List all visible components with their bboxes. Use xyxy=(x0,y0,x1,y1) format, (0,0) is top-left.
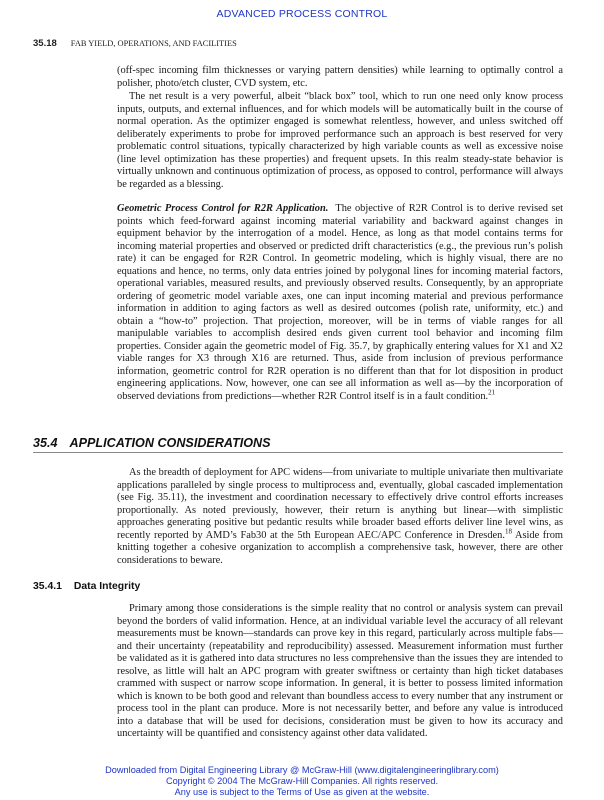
page-number: 35.18 xyxy=(33,38,57,49)
running-head xyxy=(33,38,573,49)
footer-terms[interactable]: Any use is subject to the Terms of Use as given at the website. xyxy=(174,787,430,797)
paragraph-application-considerations xyxy=(117,467,563,567)
paragraph-continuation: (off-spec incoming film thicknesses or varying pattern densities) while learning to optimally control a polisher, photo/etch cluster, CVD system, etc. xyxy=(117,65,563,89)
paragraph-apc-body-end: Aside from knitting together a cohesive organization to accomplish a comprehensive task, however, there are other considerations to beware. xyxy=(117,529,564,566)
subsection-heading xyxy=(33,581,140,592)
subsection-number: 35.4.1 xyxy=(33,581,62,592)
paragraph-apc-body: As the breadth of deployment for APC widens—from univariate to multiple univariate then multivariate applications paralleled by single process to multiprocess and, eventually, global cascaded implementation (see Fig. 35.11), the investment and coordination necessary to effectively drive control efforts increases proportionally. As noted previously, however, their return is anything but linear—with simplistic approaches generating positive but pedantic results while broader based efforts deliver line level wins, as recently reported by AMD’s Fab30 at the 5th European AEC/APC Conference in Dresden. xyxy=(117,467,563,541)
chapter-title: FAB YIELD, OPERATIONS, AND FACILITIES xyxy=(70,39,237,48)
footer-copyright: Copyright © 2004 The McGraw-Hill Companies. All rights reserved. xyxy=(165,776,439,786)
section-title: APPLICATION CONSIDERATIONS xyxy=(69,436,271,450)
reference-21: 21 xyxy=(488,388,496,397)
subsection-title: Data Integrity xyxy=(73,581,141,592)
paragraph-black-box: The net result is a very powerful, albeit “black box” tool, which to run one need only know process inputs, outputs, and external influences, and for which models will be automatically built in the course of normal operation. As the optimizer engaged is somewhat relentless, however, and unless switched off deliberately experiments to probe for improved performance such an approach is best reserved for very problematic control situations, typically characterized by high variable counts as well as excessive noise (line level optimization has these properties) and frequent upsets. In this realm steady-state behavior is virtually unknown and continuous optimization of process, as opposed to control, performance will always be regarded as a blessing. xyxy=(117,91,563,190)
section-divider xyxy=(33,452,563,453)
footer-download-link[interactable]: Downloaded from Digital Engineering Library @ McGraw-Hill (www.digitalengineeringlibrary.com) xyxy=(105,765,499,775)
runin-heading: Geometric Process Control for R2R Application. xyxy=(117,203,329,214)
top-banner: ADVANCED PROCESS CONTROL xyxy=(216,8,388,20)
section-heading xyxy=(33,436,573,450)
section-number: 35.4 xyxy=(33,436,58,450)
reference-18: 18 xyxy=(504,527,512,536)
paragraph-geometric-body: The objective of R2R Control is to derive revised set points which feed-forward against incoming material variability and backward against changes in equipment behavior by the interrogation of a model. Hence, as long as that model contains terms for incoming material properties and observed or predicted drift characteristics (e.g., the previous run’s polish rate) it can be engaged for R2R Control. In geometric modeling, which is highly visual, there are no equations and hence, no terms, only data entries joined by polygonal lines for incoming material factors, operational variables, measured results, and previously observed results. Consequently, by an appropriate ordering of geometric model variable axes, one can input incoming material and previous performance information in addition to aging factors as well as desired outcomes (polish rate, uniformity, etc.) and obtain a “how-to” projection. That projection, moreover, will be in terms of viable ranges for all manipulable variables to accomplish desired ends given current tool behavior and incoming film properties. Consider again the geometric model of Fig. 35.7, by graphically entering values for X1 and X2 viable ranges for X3 through X16 are returned. Thus, aside from inclusion of previous performance information, geometric control for R2R operation is no different than that for lot disposition in product engineering applications. Now, however, one can see all information as well as—by the incorporation of observed deviations from predictions—whether R2R Control itself is in a fault condition. xyxy=(117,203,564,402)
paragraph-data-integrity: Primary among those considerations is the simple reality that no control or analysis system can prevail beyond the borders of valid information. Hence, at an individual variable level the accuracy of all relevant measurements must be known—standards can prove key in this regard, particularly across multiple fabs—and their uncertainty (repeatability and reproducibility) assessed. Measurement information must further be validated as it is gathered into data structures no less comprehensive than the issues they are intended to resolve, as little will halt an APC program with greater swiftness or certainty than high ticket databases crammed with suspect or narrow scope information. In general, it is better to possess limited information which is known to be both good and relevant than boundless access to every number that any instrument or process tool in the plant can produce. More is not necessarily better, and before any value is introduced into a database that will be used for decisions, consideration must be given to how its accuracy and uncertainty will be quantified and consistency against other data validated. xyxy=(117,603,563,739)
paragraph-geometric-control xyxy=(117,203,563,403)
